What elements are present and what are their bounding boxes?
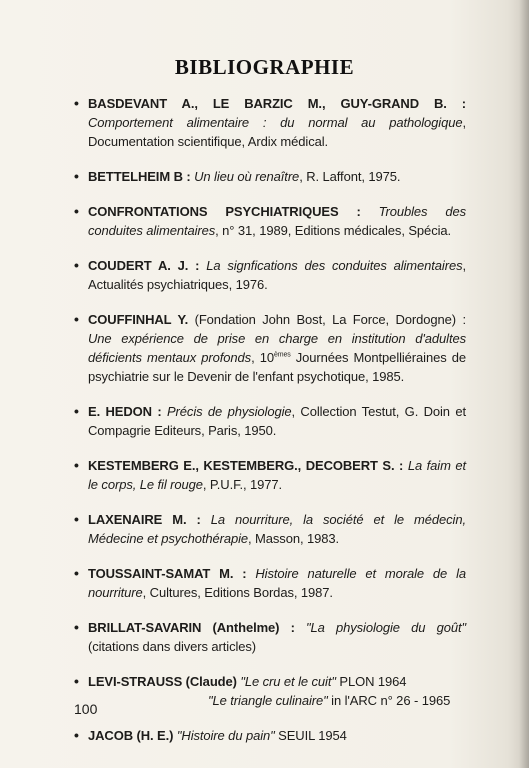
entry-author: BETTELHEIM B :	[88, 169, 191, 184]
entry-title: Histoire naturelle et morale de la nourriture	[88, 566, 466, 600]
entry-details: PLON 1964	[335, 674, 407, 689]
bibliography-entry	[74, 456, 466, 494]
entry-title: La signfications des conduites alimentaires	[206, 258, 463, 273]
entry-title: "La physiologie du goût"	[306, 620, 467, 635]
entry-title: Une expérience de prise en charge en institution d'adultes déficients mentaux profonds	[88, 331, 466, 365]
bibliography-entry	[74, 564, 466, 602]
bullet-icon: •	[74, 565, 79, 581]
entry-details: , Documentation scientifique, Ardix médical.	[88, 115, 466, 149]
entry-title: Précis de physiologie	[166, 404, 292, 419]
bullet-icon: •	[74, 257, 79, 273]
entry-title: La faim et le corps, Le fil rouge	[88, 458, 466, 492]
page-number: 100	[74, 701, 98, 717]
bullet-icon: •	[74, 511, 79, 527]
bibliography-entry	[74, 618, 466, 656]
entry-details: , Actualités psychiatriques, 1976.	[88, 258, 466, 292]
entry-affiliation: (Fondation John Bost, La Force, Dordogne) :	[188, 312, 467, 327]
bibliography-entry	[74, 402, 466, 440]
entry-details: , n° 31, 1989, Editions médicales, Spécia.	[215, 223, 452, 238]
entry-author: BASDEVANT A., LE BARZIC M., GUY-GRAND B. :	[88, 96, 466, 111]
bullet-icon: •	[74, 403, 79, 419]
bullet-icon: •	[74, 203, 79, 219]
entry-second-line	[88, 691, 466, 710]
bibliography-list	[74, 94, 466, 761]
bibliography-entry	[74, 167, 466, 186]
entry-author: LEVI-STRAUSS (Claude)	[88, 674, 237, 689]
page-title: BIBLIOGRAPHIE	[174, 55, 355, 79]
entry-details: SEUIL 1954	[274, 728, 347, 743]
entry-author: JACOB (H. E.)	[88, 728, 174, 743]
entry-details: , Cultures, Editions Bordas, 1987.	[142, 585, 333, 600]
bibliography-entry	[74, 256, 466, 294]
entry-title: "Le triangle culinaire"	[208, 693, 328, 708]
entry-details: (citations dans divers articles)	[88, 639, 257, 654]
entry-author: COUFFINHAL Y.	[88, 312, 189, 327]
entry-author: BRILLAT-SAVARIN (Anthelme) :	[88, 620, 295, 635]
entry-details: Journées Montpelliéraines de psychiatrie sur le Devenir de l'enfant psychotique, 1985.	[88, 350, 466, 384]
entry-author: E. HEDON :	[88, 404, 162, 419]
bullet-icon: •	[74, 619, 79, 635]
bullet-icon: •	[74, 311, 79, 327]
entry-details: in l'ARC n° 26 - 1965	[327, 693, 451, 708]
entry-title: "Histoire du pain"	[176, 728, 275, 743]
bibliography-entry	[74, 202, 466, 240]
bullet-icon: •	[74, 168, 79, 184]
bullet-icon: •	[74, 95, 79, 111]
bibliography-entry	[74, 510, 466, 548]
entry-author: COUDERT A. J. :	[88, 258, 200, 273]
bibliography-entry	[74, 310, 466, 386]
bullet-icon: •	[74, 457, 79, 473]
entry-details: , Masson, 1983.	[248, 531, 340, 546]
bullet-icon: •	[74, 727, 79, 743]
entry-author: CONFRONTATIONS PSYCHIATRIQUES :	[88, 204, 361, 219]
entry-superscript: èmes	[273, 351, 291, 359]
bibliography-entry	[74, 94, 466, 151]
entry-title: Comportement alimentaire : du normal au pathologique	[88, 115, 463, 130]
page-edge-shadow	[519, 0, 529, 768]
entry-details: , R. Laffont, 1975.	[299, 169, 401, 184]
entry-author: KESTEMBERG E., KESTEMBERG., DECOBERT S. :	[88, 458, 404, 473]
bibliography-entry	[74, 726, 466, 745]
bullet-icon: •	[74, 673, 79, 689]
entry-title: Troubles des conduites alimentaires	[88, 204, 467, 238]
entry-author: LAXENAIRE M. :	[88, 512, 201, 527]
bibliography-entry	[74, 672, 466, 710]
entry-details: , Collection Testut, G. Doin et Compagrie Editeurs, Paris, 1950.	[88, 404, 466, 438]
entry-title: Un lieu où renaître	[194, 169, 300, 184]
entry-title: La nourriture, la société et le médecin, Médecine et psychothérapie	[88, 512, 466, 546]
entry-details: , 10	[251, 350, 274, 365]
entry-details: , P.U.F., 1977.	[202, 477, 283, 492]
entry-title: "Le cru et le cuit"	[240, 674, 336, 689]
entry-author: TOUSSAINT-SAMAT M. :	[88, 566, 247, 581]
